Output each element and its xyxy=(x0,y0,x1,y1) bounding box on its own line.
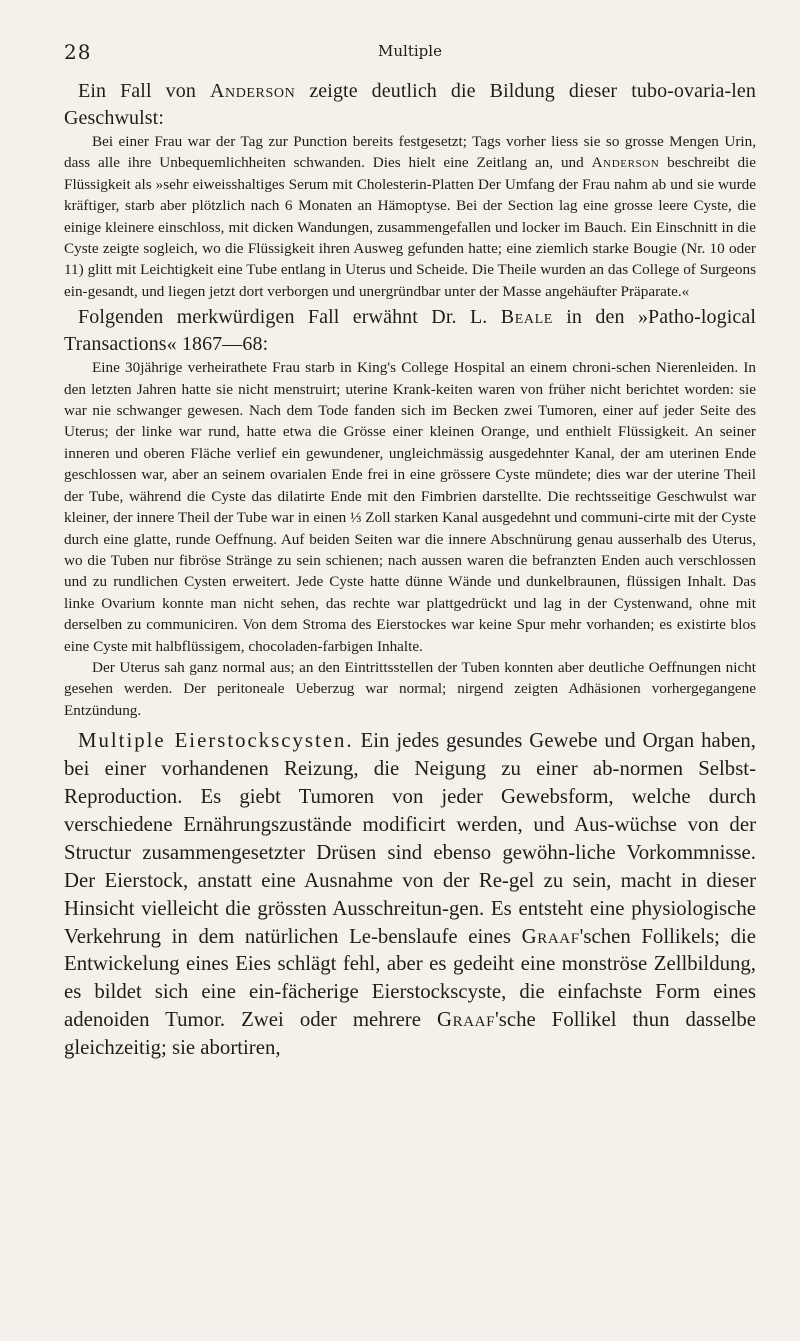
text-fragment: 'sche Follikel thun dasselbe gleichzeitig; sie abortiren, xyxy=(64,1008,756,1060)
page-number: 28 xyxy=(64,40,92,64)
text-fragment: Ein jedes gesundes Gewebe und Organ haben, bei einer vorhandenen Reizung, die Neigung zu einer ab-normen Selbst-Reproduction. Es giebt Tumoren von jeder Gewebsform, welche durch verschiedene Ernährungszustände modificirt werden, und Aus-wüchse von der Structur zusammengesetzter Drüsen sind ebenso gewöhn-liche Vorkommnisse. Der Eierstock, anstatt eine Ausnahme von der Re-gel zu sein, macht in dieser Hinsicht vielleicht die grössten Ausschreitun-gen. Es entsteht eine physiologische Verkehrung in dem natürlichen Le-benslaufe eines xyxy=(64,729,756,948)
book-page xyxy=(0,40,800,1341)
author-name-anderson: Anderson xyxy=(209,80,296,102)
running-title: Multiple xyxy=(378,42,442,60)
author-name-graaf: Graaf xyxy=(437,1008,496,1032)
text-fragment: Folgenden merkwürdigen Fall erwähnt Dr. L. xyxy=(78,306,501,329)
section-heading-multiple-cysts: Multiple Eierstockscysten. xyxy=(78,729,354,753)
paragraph-anderson-intro xyxy=(64,78,756,131)
text-fragment: Bei einer Frau war der Tag zur Punction bereits festgesetzt; Tags vorher liess sie so grosse Mengen Urin, dass alle ihre Unbequemlichheiten schwanden. Dies hielt eine Zeitlang an, und xyxy=(64,133,756,172)
paragraph-beale-intro xyxy=(64,304,756,357)
text-fragment: zeigte deutlich die Bildung dieser tubo-ovaria-len Geschwulst: xyxy=(64,80,756,129)
text-fragment: beschreibt die Flüssigkeit als »sehr eiweisshaltiges Serum mit Cholesterin-Platten Der Umfang der Frau nahm ab und sie wurde kräftiger, starb aber plötzlich nach 6 Monaten an Hämoptyse. Bei der Section lag eine grosse leere Cyste, die einige kleinere einschloss, mit dicken Wandungen, zusammengefallen und locker im Bauch. Ein Einschnitt in die Cyste zeigte sogleich, wo die Flüssigkeit ihren Ausweg gefunden hatte; eine ziemlich starke Bougie (Nr. 10 oder 11) glitt mit Leichtigkeit eine Tube entlang in Uterus und Scheide. Die Theile wurden an das College of Surgeons ein-gesandt, und liegen jetzt dort verborgen und unergründbar unter der Masse angehäufter Präparate.« xyxy=(64,154,756,300)
paragraph-uterus-findings: Der Uterus sah ganz normal aus; an den Eintrittsstellen der Tuben konnten aber deutliche Oeffnungen nicht gesehen werden. Der peritoneale Ueberzug war normal; nirgend zeigten Adhäsionen vorhergegangene Entzündung. xyxy=(64,658,756,719)
author-name-beale: Beale xyxy=(500,306,553,329)
paragraph-anderson-case xyxy=(64,131,756,302)
author-name-anderson: Anderson xyxy=(591,154,660,172)
text-fragment: 'schen Follikels; die Entwickelung eines Eies schlägt fehl, aber es gedeiht eine monströse Zellbildung, es bildet sich eine ein-fächerige Eierstockscyste, die einfachste Form eines adenoiden Tumor. Zwei oder mehrere xyxy=(64,924,756,1032)
text-fragment: Ein Fall von xyxy=(78,80,210,102)
author-name-graaf: Graaf xyxy=(521,924,580,948)
running-head xyxy=(64,40,756,78)
paragraph-beale-case: Eine 30jährige verheirathete Frau starb in King's College Hospital an einem chroni-schen Nierenleiden. In den letzten Jahren hatte sie nicht menstruirt; uterine Krank-keiten waren von früher nicht berichtet worden: sie war nie schwanger gewesen. Nach dem Tode fanden sich im Becken zwei Tumoren, einer auf jeder Seite des Uterus; der linke war rund, hatte etwa die Grösse einer kleinen Orange, und enthielt Flüssigkeit. An seiner inneren und oberen Fläche verlief ein gewundener, ungleichmässig ausgedehnter Kanal, der am uterinen Ende geschlossen war, aber an seinem ovarialen Ende frei in eine grössere Cyste mündete; dies war der uterine Theil der Tube, während die Cyste das dilatirte Ende mit den Fimbrien darstellte. Die rechtsseitige Geschwulst war kleiner, der innere Theil der Tube war in einen ⅓ Zoll starken Kanal ausgedehnt und communi-cirte mit der Cyste durch eine glatte, runde Oeffnung. Auf beiden Seiten war die innere Abschnürung genau ausserhalb des Uterus, wo die Tuben nur fibröse Stränge zu sein schienen; nach aussen waren die befranzten Enden auch verschlossen und zu rundlichen Cysten erweitert. Jede Cyste hatte dünne Wände und dunkelbraunen, flüssigen Inhalt. Das linke Ovarium konnte man nicht sehen, das rechte war plattgedrückt und lag in der Cystenwand, ohne mit derselben zu communiciren. Von dem Stroma des Eierstockes war keine Spur mehr vorhanden; es existirte blos eine Cyste mit halbflüssigem, chocoladen-farbigen Inhalte. xyxy=(64,359,756,655)
text-fragment: in den »Patho-logical Transactions« 1867—68: xyxy=(64,306,756,355)
paragraph-multiple-cysts xyxy=(64,727,756,1062)
